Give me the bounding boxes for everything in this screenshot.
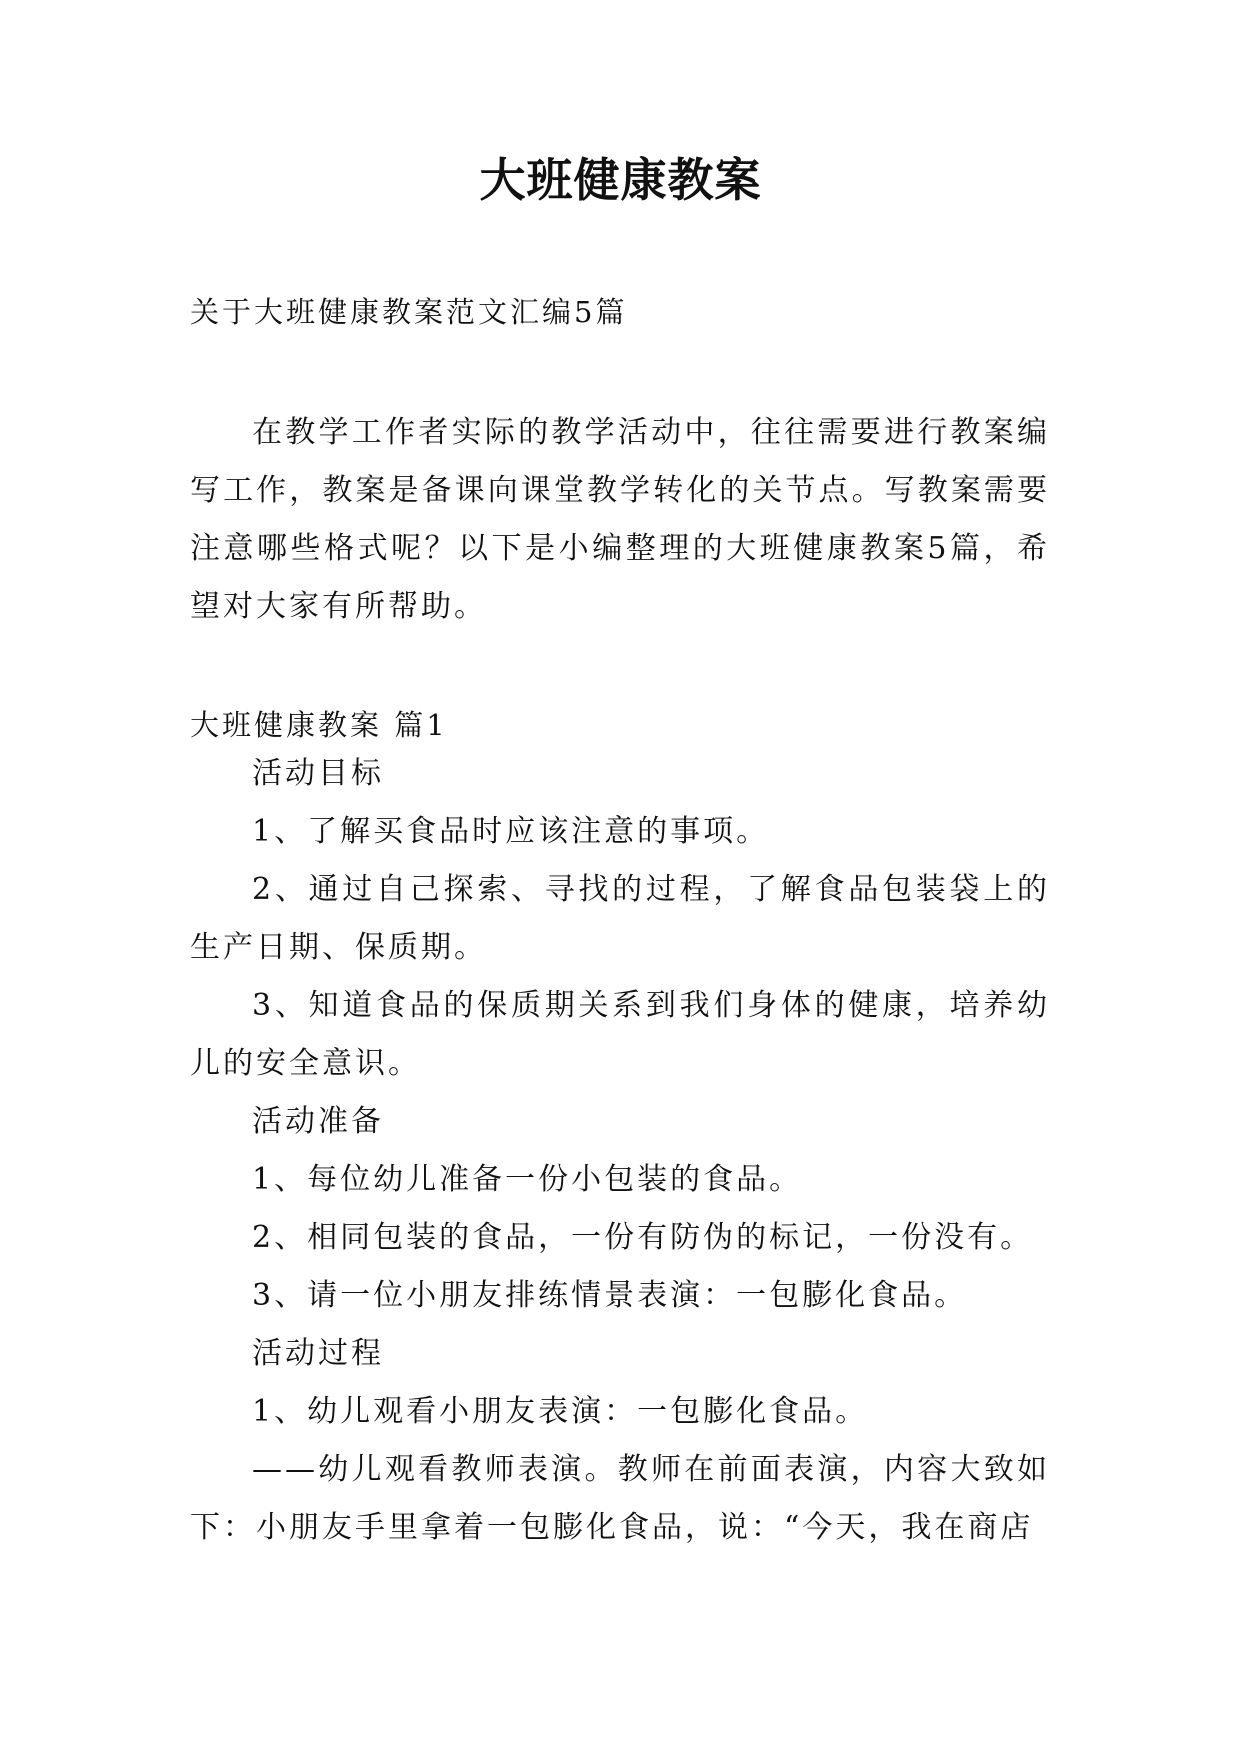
document-title: 大班健康教案 xyxy=(479,153,762,207)
paragraph-goal-1: 1、了解买食品时应该注意的事项。 xyxy=(252,814,770,849)
paragraph-process-detail: ——幼儿观看教师表演。教师在前面表演，内容大致如下：小朋友手里拿着一包膨化食品，说：“今天，我在商店 xyxy=(190,1452,1050,1545)
paragraph-prep-3: 3、请一位小朋友排练情景表演：一包膨化食品。 xyxy=(252,1278,968,1313)
paragraph-prep-1: 1、每位幼儿准备一份小包装的食品。 xyxy=(252,1162,803,1197)
section-heading: 大班健康教案 篇1 xyxy=(190,708,448,742)
paragraph-process-1: 1、幼儿观看小朋友表演：一包膨化食品。 xyxy=(252,1394,869,1429)
paragraph-goal-3: 3、知道食品的保质期关系到我们身体的健康，培养幼儿的安全意识。 xyxy=(190,988,1050,1081)
intro-paragraph: 在教学工作者实际的教学活动中，往往需要进行教案编写工作，教案是备课向课堂教学转化的关节点。写教案需要注意哪些格式呢？以下是小编整理的大班健康教案5篇，希望对大家有所帮助。 xyxy=(190,415,1050,624)
paragraph-activity-process: 活动过程 xyxy=(252,1336,384,1371)
paragraph-prep-2: 2、相同包装的食品，一份有防伪的标记，一份没有。 xyxy=(252,1220,1034,1255)
paragraph-goal-2: 2、通过自己探索、寻找的过程，了解食品包装袋上的生产日期、保质期。 xyxy=(190,872,1050,965)
section-body xyxy=(190,745,1050,1557)
paragraph-activity-prep: 活动准备 xyxy=(252,1104,384,1139)
document-subtitle: 关于大班健康教案范文汇编5篇 xyxy=(190,295,628,329)
paragraph-activity-goals: 活动目标 xyxy=(252,756,384,791)
